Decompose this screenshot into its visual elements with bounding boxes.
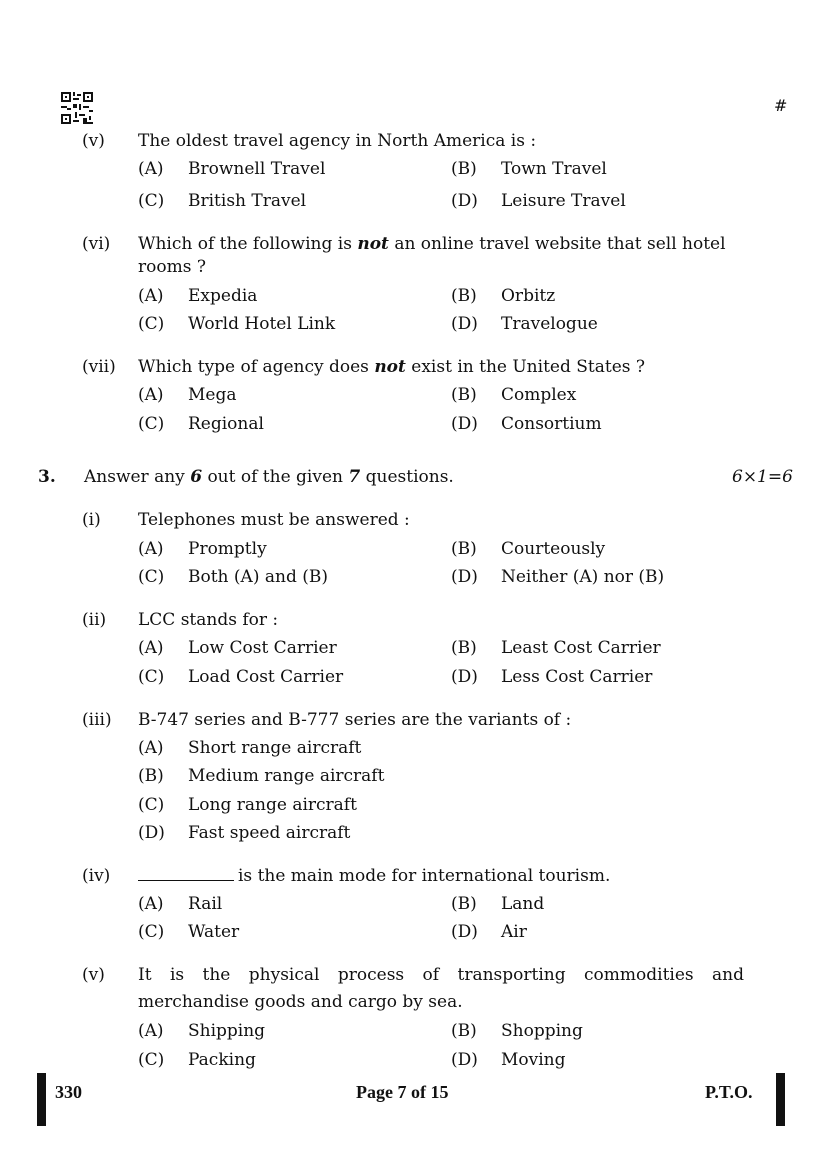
paper-code: 330 xyxy=(55,1082,82,1102)
option-label: (B) xyxy=(138,766,164,786)
question-text: Which type of agency does not exist in the United States ? xyxy=(138,357,645,377)
fill-in-blank xyxy=(138,866,234,881)
option-label: (A) xyxy=(138,385,164,405)
question-number: (vii) xyxy=(82,357,116,377)
question-number: (iv) xyxy=(82,866,111,886)
option-label: (B) xyxy=(451,385,477,405)
question-text: Telephones must be answered : xyxy=(138,510,410,530)
option-label: (C) xyxy=(138,567,165,587)
option-text: Fast speed aircraft xyxy=(188,823,351,843)
option-label: (A) xyxy=(138,1021,164,1041)
option-text: Consortium xyxy=(501,414,602,434)
question-text: is the main mode for international tourism. xyxy=(138,866,610,886)
option-text: British Travel xyxy=(188,191,307,211)
question-text-line2: merchandise goods and cargo by sea. xyxy=(138,992,463,1012)
option-text: Packing xyxy=(188,1050,256,1070)
option-label: (A) xyxy=(138,159,164,179)
option-text: Shipping xyxy=(188,1021,266,1041)
option-text: Short range aircraft xyxy=(188,738,362,758)
option-label: (D) xyxy=(451,922,478,942)
question-text: The oldest travel agency in North America is : xyxy=(138,131,537,151)
option-text: Travelogue xyxy=(501,314,598,334)
question-number: (vi) xyxy=(82,234,111,254)
option-text: Moving xyxy=(501,1050,566,1070)
option-label: (B) xyxy=(451,286,477,306)
option-text: Long range aircraft xyxy=(188,795,357,815)
option-label: (A) xyxy=(138,539,164,559)
option-label: (D) xyxy=(451,414,478,434)
pto-label: P.T.O. xyxy=(705,1082,753,1102)
option-text: Leisure Travel xyxy=(501,191,626,211)
option-label: (A) xyxy=(138,894,164,914)
option-text: Courteously xyxy=(501,539,606,559)
question-text: It is the physical process of transporting commodities and xyxy=(138,965,744,985)
option-text: Mega xyxy=(188,385,237,405)
option-text: Regional xyxy=(188,414,264,434)
option-text: Promptly xyxy=(188,539,267,559)
option-text: Water xyxy=(188,922,240,942)
option-text: Complex xyxy=(501,385,577,405)
option-text: Land xyxy=(501,894,545,914)
option-label: (A) xyxy=(138,738,164,758)
option-label: (D) xyxy=(451,567,478,587)
qr-code-icon xyxy=(61,92,93,124)
option-text: Low Cost Carrier xyxy=(188,638,337,658)
question-number: (ii) xyxy=(82,610,107,630)
question-text: B-747 series and B-777 series are the variants of : xyxy=(138,710,572,730)
page-hash-mark: # xyxy=(774,96,788,115)
option-text: Medium range aircraft xyxy=(188,766,385,786)
footer-left-bar xyxy=(37,1073,46,1126)
footer-right-bar xyxy=(776,1073,785,1126)
option-label: (C) xyxy=(138,191,165,211)
section-marks: 6×1=6 xyxy=(732,467,793,487)
option-text: Air xyxy=(501,922,527,942)
section-number: 3. xyxy=(38,467,56,487)
option-label: (C) xyxy=(138,667,165,687)
option-text: Least Cost Carrier xyxy=(501,638,661,658)
option-label: (D) xyxy=(451,314,478,334)
option-text: Neither (A) nor (B) xyxy=(501,567,665,587)
option-label: (D) xyxy=(451,667,478,687)
question-text-line2: rooms ? xyxy=(138,257,206,277)
option-label: (B) xyxy=(451,159,477,179)
option-label: (C) xyxy=(138,414,165,434)
option-label: (C) xyxy=(138,1050,165,1070)
option-label: (A) xyxy=(138,286,164,306)
option-label: (C) xyxy=(138,314,165,334)
option-label: (C) xyxy=(138,795,165,815)
option-text: Shopping xyxy=(501,1021,583,1041)
option-text: Expedia xyxy=(188,286,258,306)
option-label: (B) xyxy=(451,638,477,658)
section-instruction: Answer any 6 out of the given 7 questions. xyxy=(84,467,454,487)
page-number: Page 7 of 15 xyxy=(356,1082,449,1102)
question-text: Which of the following is not an online travel website that sell hotel xyxy=(138,234,726,254)
option-label: (C) xyxy=(138,922,165,942)
option-text: Load Cost Carrier xyxy=(188,667,344,687)
question-number: (i) xyxy=(82,510,101,530)
option-label: (D) xyxy=(451,191,478,211)
option-label: (B) xyxy=(451,1021,477,1041)
option-text: Town Travel xyxy=(501,159,607,179)
question-number: (v) xyxy=(82,965,105,985)
option-text: Rail xyxy=(188,894,223,914)
option-label: (B) xyxy=(451,539,477,559)
question-number: (v) xyxy=(82,131,105,151)
question-text: LCC stands for : xyxy=(138,610,279,630)
option-label: (A) xyxy=(138,638,164,658)
option-text: Brownell Travel xyxy=(188,159,326,179)
option-text: World Hotel Link xyxy=(188,314,336,334)
option-text: Less Cost Carrier xyxy=(501,667,653,687)
question-number: (iii) xyxy=(82,710,112,730)
option-text: Orbitz xyxy=(501,286,556,306)
option-text: Both (A) and (B) xyxy=(188,567,328,587)
option-label: (B) xyxy=(451,894,477,914)
option-label: (D) xyxy=(451,1050,478,1070)
option-label: (D) xyxy=(138,823,165,843)
